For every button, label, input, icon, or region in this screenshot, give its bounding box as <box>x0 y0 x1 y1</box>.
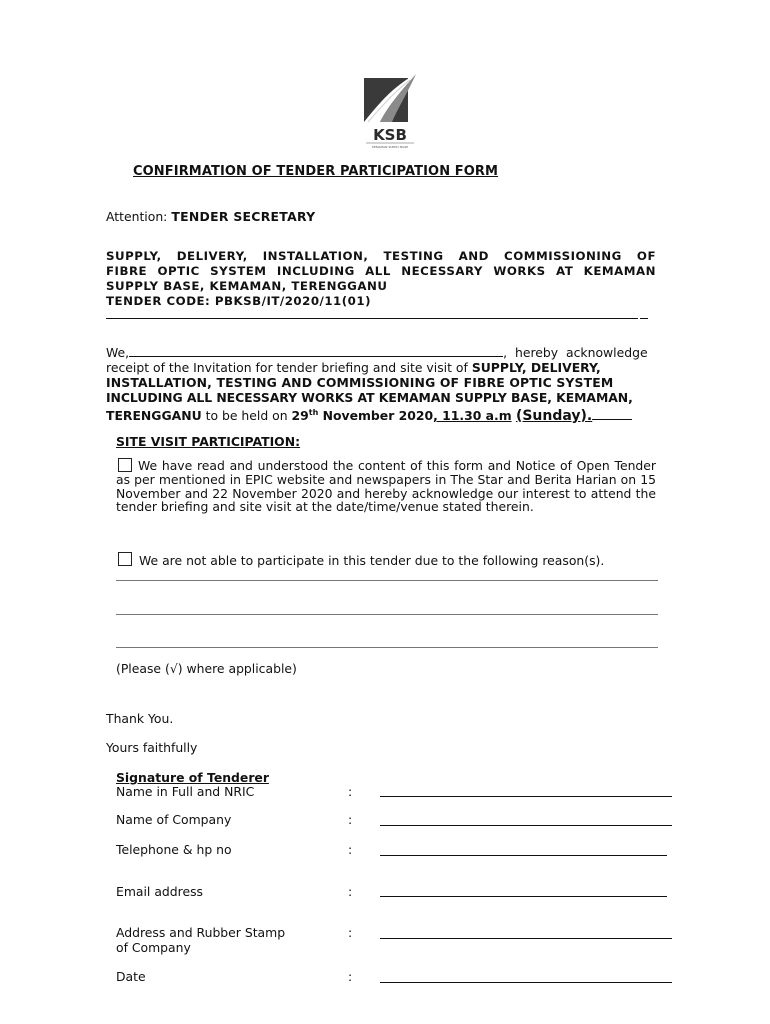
email-field[interactable] <box>380 896 667 898</box>
field-colon: : <box>348 884 353 899</box>
subject-line: SUPPLY BASE, KEMAMAN, TERENGGANU <box>106 279 388 293</box>
address-field[interactable] <box>380 938 672 940</box>
thank-you: Thank You. <box>106 711 174 726</box>
company-field[interactable] <box>380 825 672 827</box>
field-label-telephone: Telephone & hp no <box>116 842 232 857</box>
subject-bold-line <box>106 375 657 390</box>
subject-bold: SUPPLY, DELIVERY, <box>471 360 601 375</box>
held-on-text: to be held on <box>205 408 288 424</box>
decline-checkbox[interactable] <box>118 552 132 566</box>
reason-line[interactable] <box>116 580 658 582</box>
subject-bold-line <box>106 390 657 405</box>
date-day: 29 <box>291 408 309 424</box>
reason-line[interactable] <box>116 614 658 616</box>
subject-line: FIBRE OPTIC SYSTEM INCLUDING ALL NECESSARY WORKS AT KEMAMAN <box>106 264 656 278</box>
subject-bold: INSTALLATION, TESTING AND COMMISSIONING OF FIBRE OPTIC SYSTEM <box>106 375 614 390</box>
attention-value: TENDER SECRETARY <box>171 209 316 224</box>
field-label-email: Email address <box>116 884 203 899</box>
date-month-year: November 2020 <box>322 408 434 424</box>
briefing-day: (Sunday). <box>515 408 593 425</box>
signature-heading: Signature of Tenderer <box>116 770 269 785</box>
hereby-text: , hereby acknowledge <box>503 345 648 360</box>
subject-bold: TERENGGANU <box>106 408 202 424</box>
receipt-line <box>106 360 657 375</box>
we-line <box>106 345 657 360</box>
applicable-note: (Please (√) where applicable) <box>116 661 297 676</box>
attend-option-text: We have read and understood the content of this form and Notice of Open Tender as per mentioned in EPIC website and newspapers in The Star and Berita Harian on 15 November and 22 November 2020 and hereby acknowledge our interest to attend the tender briefing and site visit at the date/time/venue stated therein. <box>116 458 656 515</box>
tender-subject <box>106 249 656 309</box>
field-label-name: Name in Full and NRIC <box>116 784 255 799</box>
field-colon: : <box>348 812 353 827</box>
field-colon: : <box>348 842 353 857</box>
ksb-logo <box>358 72 422 152</box>
subject-bold: INCLUDING ALL NECESSARY WORKS AT KEMAMAN SUPPLY BASE, KEMAMAN, <box>106 390 633 405</box>
tender-code: TENDER CODE: PBKSB/IT/2020/11(01) <box>106 294 371 308</box>
we-label: We, <box>106 345 130 360</box>
field-colon: : <box>348 969 353 984</box>
field-label-address: Address and Rubber Stamp <box>116 925 286 940</box>
date-suffix: th <box>308 408 319 417</box>
reason-line[interactable] <box>116 647 658 649</box>
briefing-time: , 11.30 a.m <box>433 408 512 424</box>
field-label-address-2: of Company <box>116 940 191 955</box>
field-label-date: Date <box>116 969 146 984</box>
date-tail-line <box>592 409 632 420</box>
form-title: CONFIRMATION OF TENDER PARTICIPATION FORM <box>133 164 499 179</box>
logo-text: KSB <box>373 126 407 144</box>
subject-divider <box>106 318 638 319</box>
tenderer-name-blank[interactable] <box>129 345 503 357</box>
date-line <box>106 405 657 424</box>
receipt-text: receipt of the Invitation for tender briefing and site visit of <box>106 360 468 375</box>
telephone-field[interactable] <box>380 855 667 857</box>
yours-faithfully: Yours faithfully <box>106 740 198 755</box>
date-field[interactable] <box>380 982 672 984</box>
site-visit-heading: SITE VISIT PARTICIPATION: <box>116 434 301 449</box>
attention-label: Attention: <box>106 209 168 224</box>
logo-subtext: KEMAMAN SUPPLY BASE <box>371 145 409 149</box>
field-colon: : <box>348 784 353 799</box>
attention-line <box>106 209 315 224</box>
subject-divider-tail <box>640 318 648 319</box>
field-label-company: Name of Company <box>116 812 232 827</box>
name-field[interactable] <box>380 796 672 798</box>
subject-line: SUPPLY, DELIVERY, INSTALLATION, TESTING AND COMMISSIONING OF <box>106 249 656 263</box>
acknowledgement-paragraph <box>106 345 657 424</box>
decline-option-text: We are not able to participate in this tender due to the following reason(s). <box>139 553 605 568</box>
ksb-logo-mark <box>358 72 422 152</box>
field-colon: : <box>348 925 353 940</box>
